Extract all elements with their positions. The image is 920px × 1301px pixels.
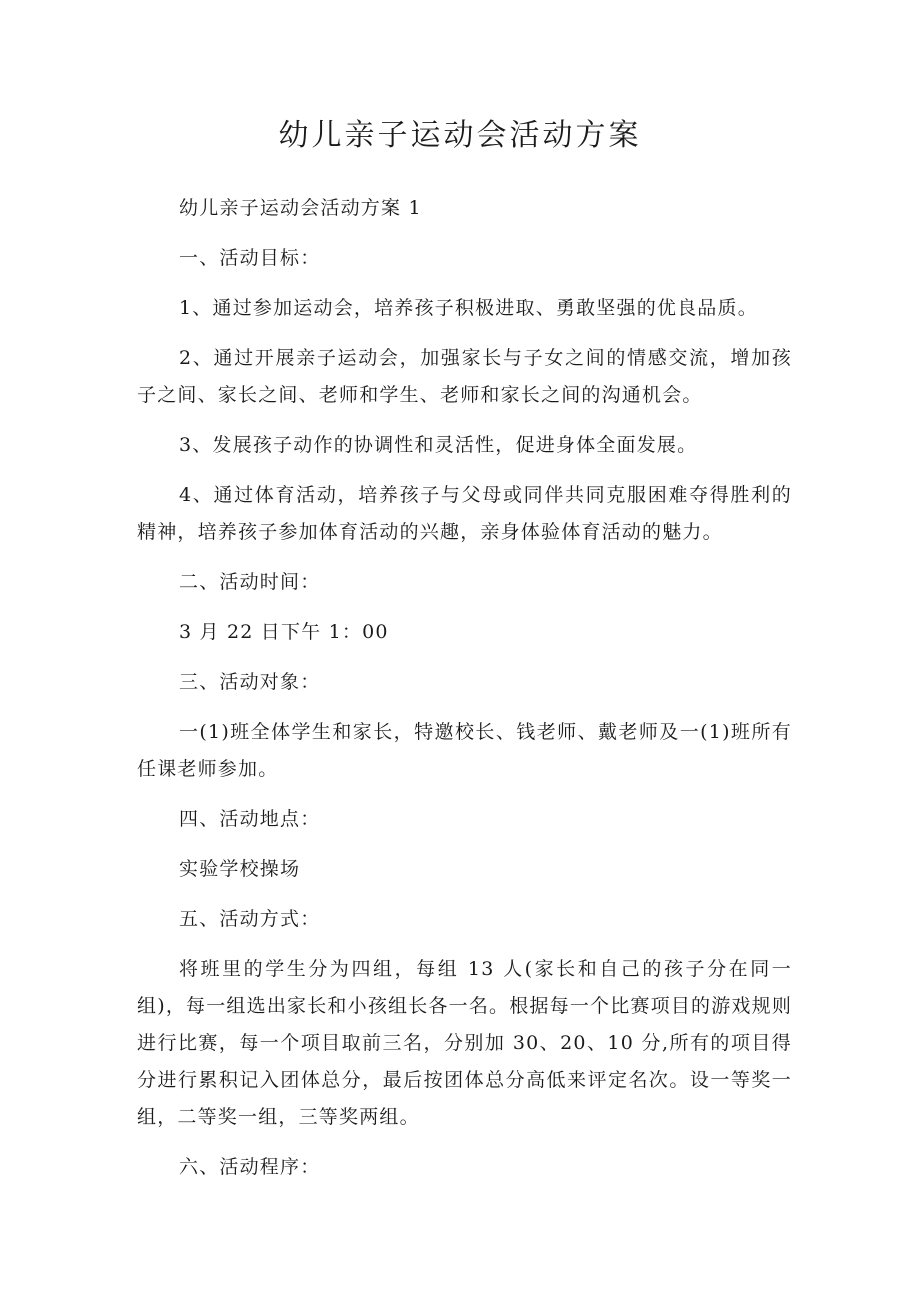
participants-text: 一(1)班全体学生和家长，特邀校长、钱老师、戴老师及一(1)班所有任课老师参加。: [137, 721, 792, 780]
document-body: [137, 190, 792, 1199]
heading-procedure: 六、活动程序：: [179, 1156, 321, 1178]
document-title: 幼儿亲子运动会活动方案: [278, 118, 642, 153]
method-text: 将班里的学生分为四组，每组 13 人(家长和自己的孩子分在同一组)，每一组选出家长和小孩组长各一名。根据每一个比赛项目的游戏规则进行比赛，每一个项目取前三名，分别加 30、20、10 分,所有的项目得分进行累积记入团体总分，最后按团体总分高低来评定名次。设一等奖一组，二等奖一组，三等奖两组。: [137, 958, 793, 1128]
goal-item-2: 2、通过开展亲子运动会，加强家长与子女之间的情感交流，增加孩子之间、家长之间、老师和学生、老师和家长之间的沟通机会。: [137, 347, 792, 406]
heading-time: 二、活动时间：: [179, 571, 321, 593]
heading-method: 五、活动方式：: [179, 908, 321, 930]
goal-item-3: 3、发展孩子动作的协调性和灵活性，促进身体全面发展。: [179, 434, 698, 456]
location-text: 实验学校操场: [179, 858, 301, 880]
goal-item-4: 4、通过体育活动，培养孩子与父母或同伴共同克服困难夺得胜利的精神，培养孩子参加体育活动的兴趣，亲身体验体育活动的魅力。: [137, 484, 792, 543]
heading-participants: 三、活动对象：: [179, 671, 321, 693]
heading-goals: 一、活动目标：: [179, 247, 321, 269]
goal-item-1: 1、通过参加运动会，培养孩子积极进取、勇敢坚强的优良品质。: [179, 297, 758, 319]
section-heading: 幼儿亲子运动会活动方案 1: [179, 197, 422, 219]
heading-location: 四、活动地点：: [179, 808, 321, 830]
event-time: 3 月 22 日下午 1：00: [179, 621, 389, 643]
